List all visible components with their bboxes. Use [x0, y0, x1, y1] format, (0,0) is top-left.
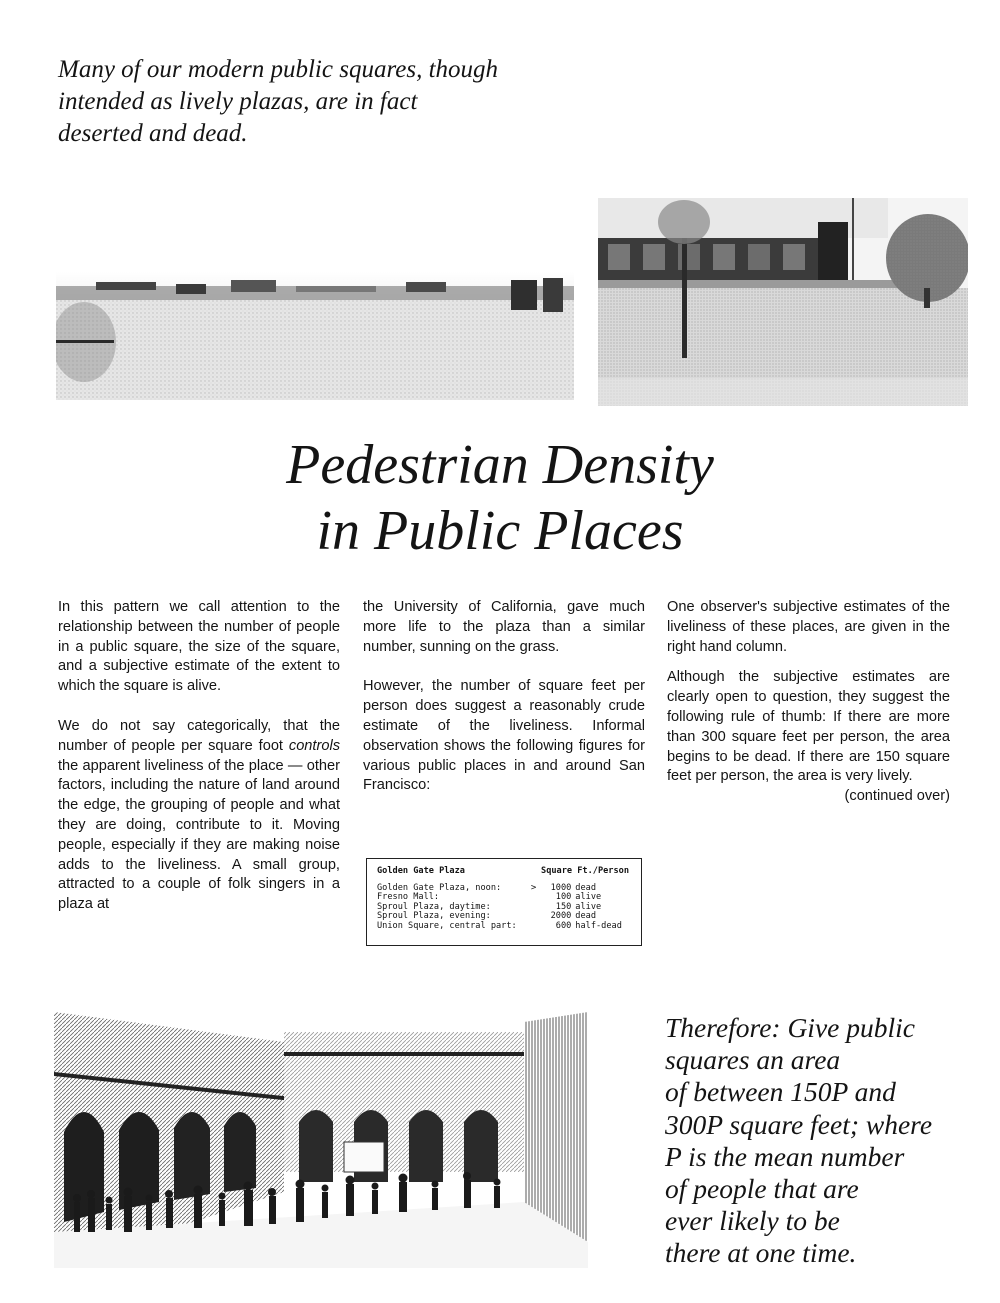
paragraph: In this pattern we call attention to the relationship between the number of people in a public square, the size of the square, and a subjective estimate of the extent to which the square is alive. — [58, 599, 340, 695]
table-cell-rating: alive — [575, 892, 602, 903]
intro-line: deserted and dead. — [58, 120, 248, 147]
photo-building-courtyard — [598, 198, 968, 406]
table-header — [377, 867, 633, 877]
paragraph: However, the number of square feet per person does suggest a reasonably crude estimate of the liveliness. Informal observation shows the following figures for various public places in and around San Francisco: — [363, 678, 645, 794]
page-title — [0, 432, 1000, 564]
engraving-image — [54, 1012, 588, 1268]
intro-line: Many of our modern public squares, though — [58, 56, 499, 83]
therefore-line: ever likely to be — [665, 1205, 840, 1237]
continued-note: (continued over) — [844, 788, 950, 805]
therefore-line: P is the mean number — [665, 1140, 905, 1172]
table-cell-place: Union Square, central part: — [377, 920, 517, 931]
table-cell-rating: alive — [575, 901, 602, 912]
table-header-place: Golden Gate Plaza — [377, 866, 465, 876]
engraving-arcaded-courtyard — [54, 1012, 588, 1268]
table-cell-marker — [531, 893, 543, 903]
therefore-line: Therefore: Give public — [665, 1012, 915, 1043]
body-column-1 — [58, 598, 340, 935]
arrow-marker-icon: > — [530, 882, 537, 893]
paragraph: the University of California, gave much more life to the plaza than a similar number, sunning on the grass. — [363, 599, 645, 655]
title-line-1: Pedestrian Density — [286, 434, 714, 496]
table-cell-marker — [531, 912, 543, 922]
intro-line: intended as lively plazas, are in fact — [58, 88, 418, 115]
paragraph-text: Although the subjective estimates are clearly open to question, they suggest the following rule of thumb: If there are more than 300 square feet per person, the area begins to be dead. If there are 150 square feet per person, the area is very lively. — [667, 669, 950, 785]
paragraph — [58, 717, 340, 915]
table-cell-marker — [531, 922, 543, 932]
table-cell-value: 150 — [555, 901, 572, 912]
therefore-line: squares an area — [665, 1044, 841, 1076]
intro-caption — [58, 54, 658, 150]
table-cell-value: 1000 — [550, 882, 572, 893]
therefore-statement — [665, 1012, 985, 1270]
table-cell-value: 100 — [555, 892, 572, 903]
body-column-3 — [667, 598, 950, 807]
paragraph — [667, 668, 950, 805]
body-column-2 — [363, 598, 645, 816]
photo-empty-plaza — [56, 272, 574, 400]
therefore-line: of between 150P and — [665, 1076, 896, 1108]
photo-building-courtyard-image — [598, 198, 968, 406]
table-row — [377, 922, 633, 932]
emphasis-text: controls — [288, 737, 340, 754]
table-cell-rating: half-dead — [575, 920, 622, 931]
table-cell-place: Sproul Plaza, daytime: — [377, 901, 491, 912]
photo-empty-plaza-image — [56, 272, 574, 400]
table-header-value: Square Ft./Person — [541, 866, 629, 876]
therefore-line: of people that are — [665, 1173, 859, 1205]
table-cell-rating: dead — [575, 911, 596, 922]
table-cell-rating: dead — [575, 882, 596, 893]
paragraph: One observer's subjective estimates of the liveliness of these places, are given in the right hand column. — [667, 599, 950, 655]
therefore-line: there at one time. — [665, 1237, 857, 1269]
density-table — [366, 858, 642, 946]
title-line-2: in Public Places — [316, 500, 684, 562]
table-cell-value: 2000 — [550, 911, 572, 922]
table-cell-place: Golden Gate Plaza, noon: — [377, 882, 502, 893]
table-cell-value: 600 — [555, 920, 572, 931]
table-cell-place: Sproul Plaza, evening: — [377, 911, 491, 922]
paragraph-text: We do not say categorically, that the number of people per square foot — [58, 717, 340, 754]
table-cell-place: Fresno Mall: — [377, 892, 440, 903]
paragraph-text: the apparent liveliness of the place — other factors, including the nature of land around the edge, the grouping of people and what they are doing, contribute to it. Moving people, especially if they are making noise adds to the liveliness. A small group, attracted to a couple of folk singers in a plaza at — [58, 757, 340, 913]
table-cell-marker — [531, 903, 543, 913]
therefore-line: 300P square feet; where — [665, 1108, 933, 1140]
